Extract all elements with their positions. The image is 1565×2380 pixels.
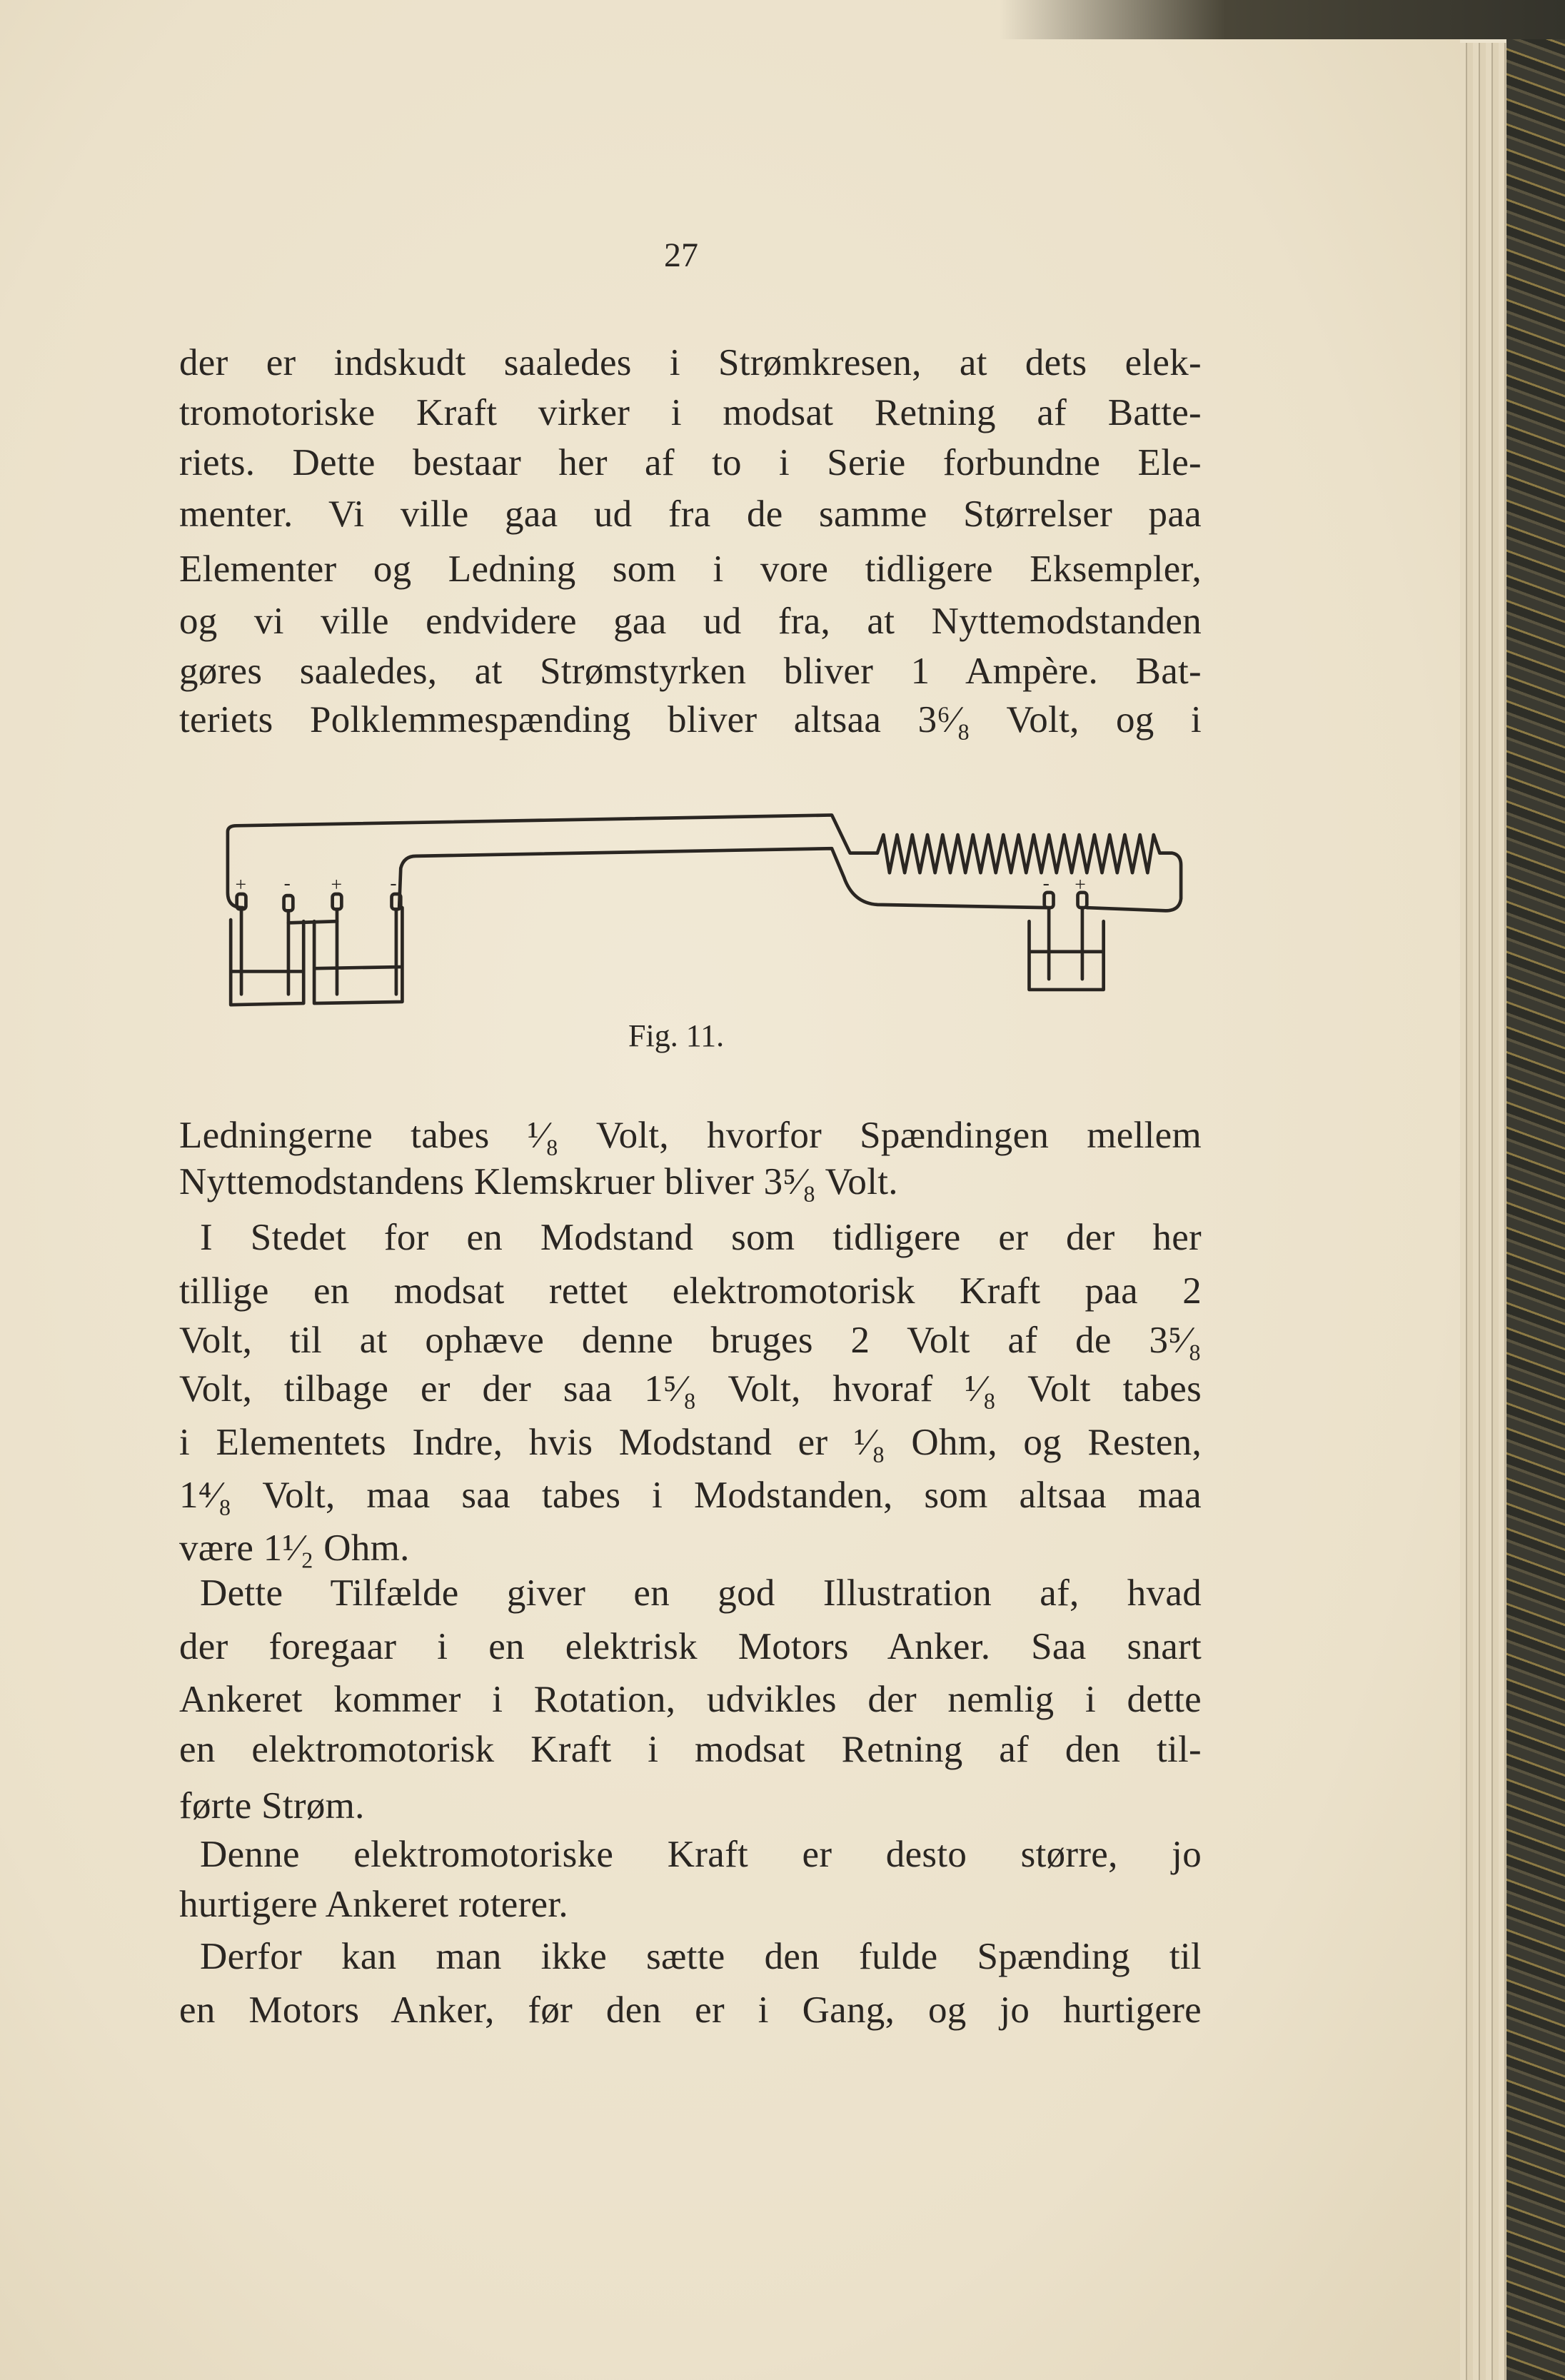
- text-line: være 1¹⁄₂ Ohm.: [179, 1527, 410, 1569]
- text-line: førte Strøm.: [179, 1785, 365, 1827]
- text-line: der foregaar i en elektrisk Motors Anker. Saa snart: [179, 1626, 1202, 1667]
- text-line: Elementer og Ledning som i vore tidligere Eksempler,: [179, 548, 1202, 590]
- plus-label: +: [1075, 873, 1086, 895]
- text-line: Volt, tilbage er der saa 1⁵⁄₈ Volt, hvoraf ¹⁄₈ Volt tabes: [179, 1368, 1202, 1410]
- cell-2: [314, 894, 402, 1003]
- text-line: gøres saaledes, at Strømstyrken bliver 1 Ampère. Bat-: [179, 651, 1202, 692]
- text-line: Denne elektromotoriske Kraft er desto større, jo: [200, 1834, 1202, 1875]
- text-line: tromotoriske Kraft virker i modsat Retning af Batte-: [179, 392, 1202, 433]
- text-line: I Stedet for en Modstand som tidligere er der her: [200, 1217, 1202, 1258]
- resistance-coil: [877, 835, 1181, 910]
- text-line: riets. Dette bestaar her af to i Serie forbundne Ele-: [179, 442, 1202, 483]
- minus-label: -: [283, 871, 291, 894]
- upper-wire: [228, 815, 877, 908]
- figure-caption: Fig. 11.: [628, 1018, 725, 1053]
- text-line: tillige en modsat rettet elektromotorisk Kraft paa 2: [179, 1270, 1202, 1312]
- text-line: der er indskudt saaledes i Strømkresen, at dets elek-: [179, 342, 1202, 383]
- plus-label: +: [235, 873, 247, 895]
- text-line: hurtigere Ankeret roterer.: [179, 1884, 568, 1925]
- lower-wire: [399, 848, 1047, 908]
- text-line: Volt, til at ophæve denne bruges 2 Volt af de 3⁵⁄₈: [179, 1320, 1202, 1361]
- text-line: Ankeret kommer i Rotation, udvikles der nemlig i dette: [179, 1679, 1202, 1720]
- cell-1: [231, 894, 303, 1005]
- text-line: menter. Vi ville gaa ud fra de samme Størrelser paa: [179, 493, 1202, 535]
- text-line: teriets Polklemmespænding bliver altsaa 3⁶⁄₈ Volt, og i: [179, 699, 1202, 740]
- text-line: Nyttemodstandens Klemskruer bliver 3⁵⁄₈ Volt.: [179, 1161, 898, 1202]
- text-line: Ledningerne tabes ¹⁄₈ Volt, hvorfor Spændingen mellem: [179, 1115, 1202, 1156]
- minus-label: -: [390, 871, 397, 894]
- text-line: en elektromotorisk Kraft i modsat Retning af den til-: [179, 1729, 1202, 1770]
- minus-label: -: [1042, 871, 1050, 894]
- plus-label: +: [331, 873, 343, 895]
- page-number: 27: [664, 236, 698, 274]
- text-line: 1⁴⁄₈ Volt, maa saa tabes i Modstanden, som altsaa maa: [179, 1475, 1202, 1516]
- text-line: og vi ville endvidere gaa ud fra, at Nyttemodstanden: [179, 601, 1202, 642]
- text-line: Derfor kan man ikke sætte den fulde Spænding til: [200, 1936, 1202, 1977]
- text-line: Dette Tilfælde giver en god Illustration af, hvad: [200, 1572, 1202, 1614]
- text-line: i Elementets Indre, hvis Modstand er ¹⁄₈ Ohm, og Resten,: [179, 1422, 1202, 1463]
- text-line: en Motors Anker, før den er i Gang, og jo hurtigere: [179, 1989, 1202, 2031]
